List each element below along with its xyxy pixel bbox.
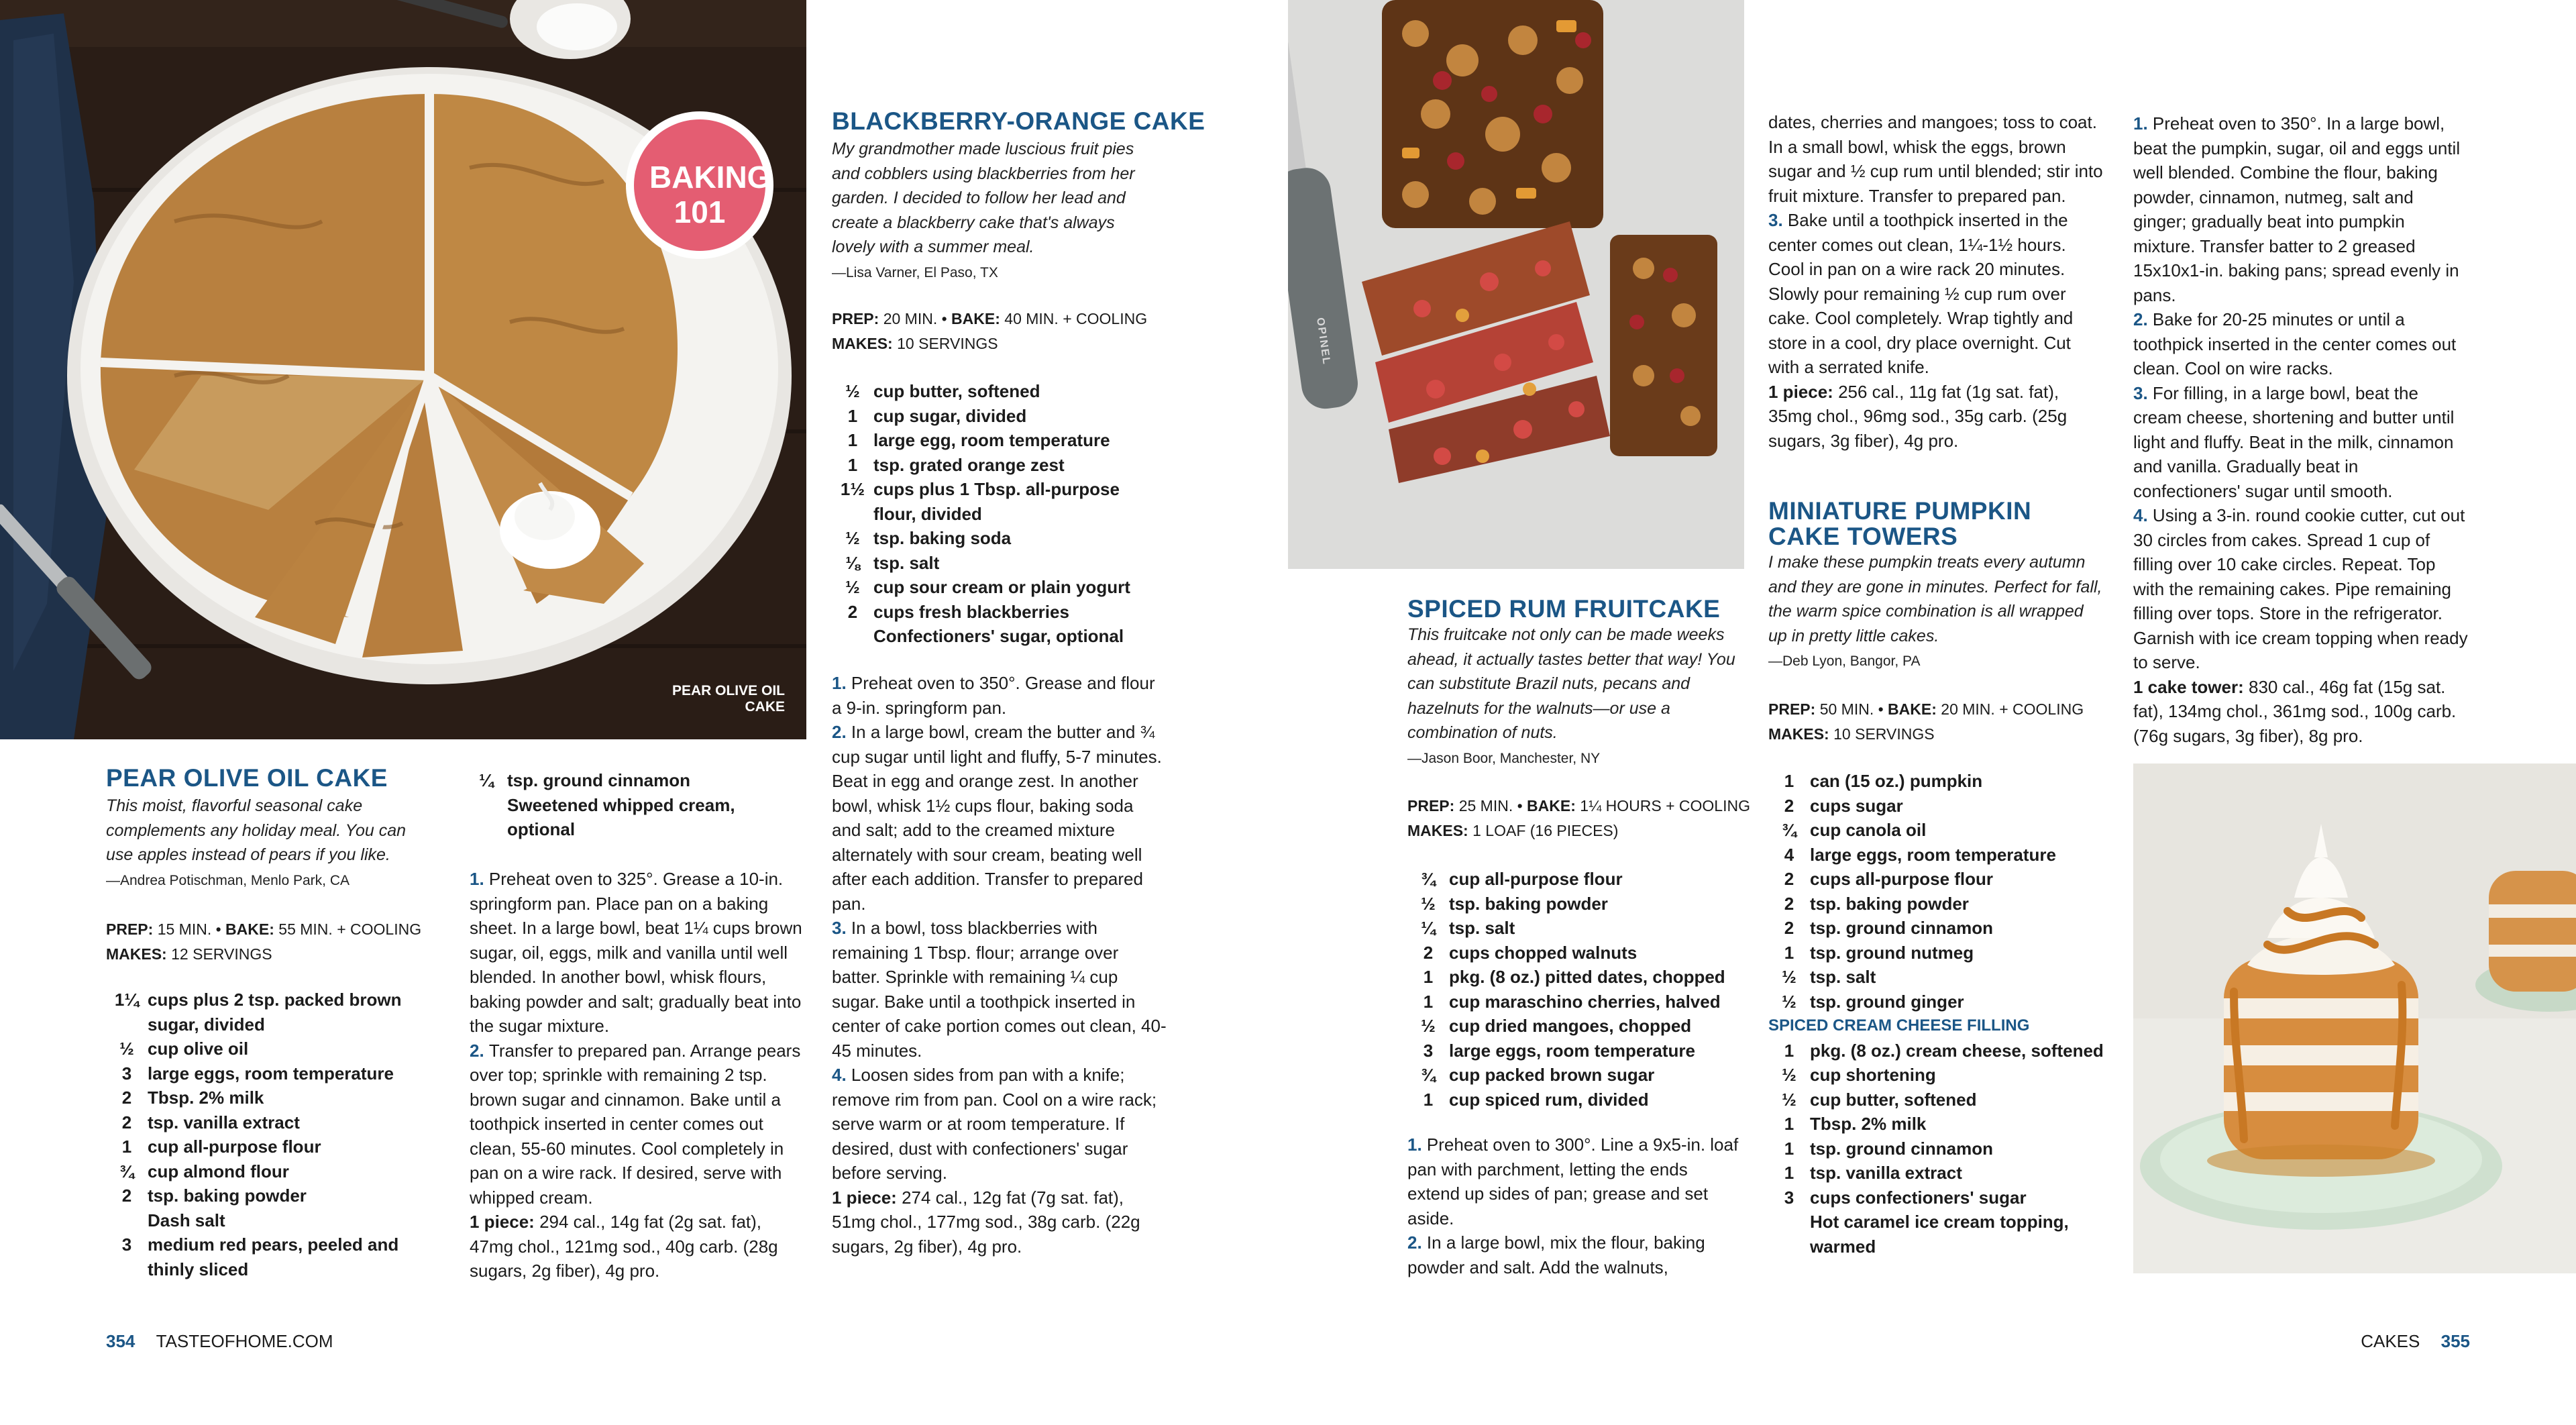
- pear-cake-prep-line: [106, 917, 428, 942]
- prep-label: PREP:: [832, 310, 879, 327]
- right-section-name: CAKES: [2361, 1331, 2420, 1351]
- ingredient-quantity: 1: [1423, 967, 1434, 987]
- step-number: 1.: [470, 869, 489, 889]
- ingredient-quantity: ¼: [1421, 918, 1436, 938]
- pear-cake-photo: [0, 0, 806, 739]
- ingredient-quantity: 3: [121, 1234, 132, 1255]
- ingredient-text: cup packed brown sugar: [1449, 1065, 1655, 1085]
- ingredient-text: cup maraschino cherries, halved: [1449, 991, 1721, 1012]
- ingredient-quantity: ¾: [119, 1161, 134, 1181]
- blackberry-cake-steps: [832, 671, 1167, 1185]
- pumpkin-title-line-1: MINIATURE PUMPKIN: [1768, 497, 2032, 525]
- ingredient-item: [106, 1183, 421, 1208]
- ingredient-item: [1768, 941, 2104, 965]
- step-text: For filling, in a large bowl, beat the cream cheese, shortening and butter until light and fluffy. Beat in the milk, cinnamon and vanilla. Gradually beat in confectioners' sugar until smooth.: [2133, 382, 2455, 501]
- pear-cake-intro: [106, 794, 428, 893]
- step-text: Using a 3-in. round cookie cutter, cut out 30 circles from cakes. Spread 1 cup of filling over 10 cake circles. Repeat. Top with the remaining cakes. Pipe remaining filling over tops. Store in the refrigerator. Garnish with ice cream topping when ready to serve.: [2133, 505, 2468, 672]
- pear-cake-title: PEAR OLIVE OIL CAKE: [106, 764, 388, 792]
- pumpkin-meta: [1768, 697, 2104, 746]
- step-text: Preheat oven to 350°. In a large bowl, beat the pumpkin, sugar, oil and eggs until well blended. Combine the flour, baking powder, cinnamon, nutmeg, salt and ginger; gradually beat into pumpkin mixture. Transfer batter to 2 greased 15x10x1-in. baking pans; spread evenly in pans.: [2133, 113, 2461, 305]
- ingredient-quantity: ½: [1782, 991, 1796, 1012]
- photo-caption: PEAR OLIVE OIL CAKE: [672, 683, 785, 715]
- step-number: 3.: [1768, 210, 1788, 230]
- ingredient-item: [106, 1134, 421, 1159]
- nutrition-text: 830 cal., 46g fat (15g sat. fat), 134mg chol., 361mg sod., 100g carb. (76g sugars, 3g fiber), 8g pro.: [2133, 676, 2457, 746]
- ingredient-item: [1407, 965, 1743, 990]
- ingredient-item: [1407, 916, 1743, 941]
- ingredient-item: [1407, 1039, 1743, 1063]
- ingredient-quantity: ½: [119, 1039, 134, 1059]
- ingredient-text: tsp. ground nutmeg: [1810, 942, 1974, 963]
- ingredient-text: pkg. (8 oz.) cream cheese, softened: [1810, 1040, 2104, 1061]
- step-text: Bake until a toothpick inserted in the center comes out clean, 1¼-1½ hours. Cool in pan on a wire rack 20 minutes. Slowly pour remaining ½ cup rum over cake. Cool completely. Wrap tightly and store in a cool, dry place overnight. Cut with a serrated knife.: [1768, 210, 2074, 377]
- ingredient-text: Hot caramel ice cream topping, warmed: [1810, 1212, 2069, 1257]
- blackberry-cake-directions: [832, 671, 1167, 1259]
- ingredient-quantity: 3: [121, 1063, 132, 1084]
- pear-cake-nutrition: [470, 1210, 805, 1283]
- pumpkin-directions: [2133, 111, 2469, 748]
- makes-label: MAKES:: [832, 334, 893, 352]
- pear-cake-ingredients: [106, 988, 421, 1281]
- makes-value: 1 LOAF (16 PIECES): [1472, 821, 1619, 839]
- ingredient-text: tsp. ground ginger: [1810, 991, 1964, 1012]
- ingredient-item: [832, 379, 1154, 404]
- ingredient-item: [832, 551, 1154, 576]
- ingredient-quantity: 3: [1784, 1187, 1794, 1208]
- fruitcake-nutrition: [1768, 380, 2104, 454]
- pumpkin-nutrition: [2133, 675, 2469, 749]
- ingredient-text: cup shortening: [1810, 1065, 1936, 1085]
- ingredient-quantity: 1: [847, 430, 858, 450]
- ingredient-item: [1768, 892, 2104, 916]
- blackberry-cake-prep-line: [832, 307, 1161, 331]
- ingredient-item: [1768, 843, 2104, 867]
- ingredient-quantity: 2: [1784, 795, 1794, 816]
- ingredient-quantity: ½: [1421, 893, 1436, 914]
- baking-101-badge: BAKING 101: [649, 160, 771, 229]
- step-number: 1.: [1407, 1134, 1427, 1155]
- step-number: 1.: [832, 673, 851, 693]
- ingredient-text: tsp. salt: [873, 552, 940, 573]
- left-folio: [106, 1331, 333, 1351]
- nutrition-text: 294 cal., 14g fat (2g sat. fat), 47mg chol., 121mg sod., 40g carb. (28g sugars, 2g fiber), 4g pro.: [470, 1212, 778, 1281]
- pear-cake-steps: [470, 867, 805, 1210]
- fruitcake-intro-text: This fruitcake not only can be made weeks ahead, it actually tastes better that way! You can substitute Brazil nuts, pecans and hazelnuts for the walnuts—or use a combination of nuts.: [1407, 625, 1735, 742]
- prep-label: PREP:: [1407, 797, 1455, 814]
- bake-time: 55 MIN. + COOLING: [278, 920, 422, 938]
- ingredient-text: tsp. baking soda: [873, 528, 1012, 548]
- fruitcake-directions-cont: [1768, 110, 2104, 453]
- ingredient-quantity: ½: [1782, 1065, 1796, 1085]
- ingredient-item: [1768, 1210, 2104, 1259]
- blackberry-cake-makes-line: [832, 331, 1161, 356]
- ingredient-quantity: [832, 624, 873, 649]
- pear-cake-intro-text: This moist, flavorful seasonal cake complements any holiday meal. You can use apples instead of pears if you like.: [106, 796, 407, 864]
- ingredient-item: [1768, 769, 2104, 794]
- ingredient-text: cups all-purpose flour: [1810, 869, 1994, 889]
- pear-cake-directions: [470, 867, 805, 1283]
- fruitcake-illustration: [1288, 0, 1744, 569]
- blackberry-cake-meta: [832, 307, 1161, 356]
- pumpkin-makes-line: [1768, 722, 2104, 747]
- step-number: 3.: [2133, 382, 2153, 403]
- ingredient-text: tsp. grated orange zest: [873, 454, 1065, 475]
- makes-label: MAKES:: [1407, 821, 1468, 839]
- ingredient-text: medium red pears, peeled and thinly sliced: [148, 1234, 399, 1279]
- ingredient-item: [832, 453, 1154, 478]
- pumpkin-title-line-2: CAKE TOWERS: [1768, 523, 1958, 550]
- fruitcake-steps-part1: [1407, 1132, 1743, 1279]
- ingredient-quantity: 1: [1784, 771, 1794, 791]
- ingredient-item: [1768, 1161, 2104, 1185]
- ingredient-text: cups plus 2 tsp. packed brown sugar, divided: [148, 990, 402, 1035]
- fruitcake-title: SPICED RUM FRUITCAKE: [1407, 595, 1721, 623]
- ingredient-text: tsp. baking powder: [1810, 893, 1969, 914]
- step-number: 2.: [2133, 309, 2153, 329]
- ingredient-text: Tbsp. 2% milk: [148, 1088, 264, 1108]
- ingredient-text: cups confectioners' sugar: [1810, 1187, 2027, 1208]
- ingredient-item: [106, 988, 421, 1037]
- ingredient-text: cup sugar, divided: [873, 405, 1027, 426]
- step-number: 4.: [832, 1065, 851, 1085]
- blackberry-cake-intro: [832, 137, 1161, 285]
- ingredient-text: tsp. baking powder: [148, 1185, 307, 1206]
- prep-time: 25 MIN. •: [1458, 797, 1527, 814]
- ingredient-text: cup butter, softened: [873, 381, 1040, 401]
- ingredient-quantity: 2: [121, 1185, 132, 1206]
- ingredient-item: [832, 477, 1154, 526]
- step-number: 4.: [2133, 505, 2153, 525]
- ingredient-text: tsp. ground cinnamon: [1810, 1138, 1993, 1159]
- step-text: Transfer to prepared pan. Arrange pears over top; sprinkle with remaining 2 tsp. brown sugar and cinnamon. Bake until a toothpick inserted in center comes out clean, 55-60 minutes. Cool completely in pan on a wire rack. If desired, serve with whipped cream.: [470, 1040, 801, 1208]
- step-number: 3.: [832, 918, 851, 938]
- ingredient-item: [1768, 1063, 2104, 1088]
- ingredient-quantity: 2: [1784, 918, 1794, 938]
- ingredient-quantity: 1: [1784, 1114, 1794, 1134]
- step-text: In a large bowl, mix the flour, baking powder and salt. Add the walnuts,: [1407, 1232, 1705, 1277]
- fruitcake-prep-line: [1407, 794, 1756, 819]
- ingredient-item: [1768, 867, 2104, 892]
- ingredient-quantity: 1: [847, 454, 858, 475]
- ingredient-quantity: 1: [1784, 1138, 1794, 1159]
- ingredient-item: [1407, 1063, 1743, 1088]
- ingredient-text: Confectioners' sugar, optional: [873, 626, 1124, 646]
- ingredient-text: cups plus 1 Tbsp. all-purpose flour, divided: [873, 479, 1120, 524]
- pumpkin-cake-photo: [2133, 763, 2576, 1273]
- ingredient-text: cup almond flour: [148, 1161, 289, 1181]
- ingredient-item: [832, 404, 1154, 429]
- step-text: Preheat oven to 350°. Grease and flour a 9-in. springform pan.: [832, 673, 1155, 718]
- step-number: 1.: [2133, 113, 2153, 134]
- step-text: Preheat oven to 300°. Line a 9x5-in. loaf pan with parchment, letting the ends extend up sides of pan; grease and set aside.: [1407, 1134, 1739, 1228]
- ingredient-item: [1768, 794, 2104, 819]
- ingredient-quantity: [1768, 1210, 1810, 1259]
- step-text: In a large bowl, cream the butter and ¾ cup sugar until light and fluffy, 5-7 minutes. Beat in egg and orange zest. In another bowl, whisk 1½ cups flour, baking soda and salt; add to the creamed mixture alternately with sour cream, beating well after each addition. Transfer to prepared pan.: [832, 722, 1162, 914]
- ingredient-text: cup all-purpose flour: [148, 1137, 321, 1157]
- ingredient-item: [466, 768, 781, 793]
- ingredient-text: large eggs, room temperature: [148, 1063, 394, 1084]
- pumpkin-steps: [2133, 111, 2469, 675]
- ingredient-quantity: 1: [1784, 1040, 1794, 1061]
- ingredient-item: [106, 1232, 421, 1281]
- fruitcake-byline: —Jason Boor, Manchester, NY: [1407, 750, 1601, 766]
- ingredient-quantity: ½: [1782, 1089, 1796, 1110]
- ingredient-quantity: ¾: [1782, 820, 1796, 840]
- step-text: Bake for 20-25 minutes or until a toothpick inserted in the center comes out clean. Cool on wire racks.: [2133, 309, 2457, 378]
- fruitcake-directions: [1407, 1132, 1743, 1279]
- right-folio: [2361, 1331, 2470, 1351]
- blackberry-cake-title: BLACKBERRY-ORANGE CAKE: [832, 107, 1205, 135]
- bake-time: 40 MIN. + COOLING: [1004, 310, 1148, 327]
- prep-label: PREP:: [106, 920, 154, 938]
- ingredient-item: [106, 1061, 421, 1086]
- ingredient-item: [1407, 941, 1743, 965]
- ingredient-text: cups chopped walnuts: [1449, 942, 1638, 963]
- ingredient-quantity: ¾: [1421, 1065, 1436, 1085]
- ingredient-quantity: ½: [845, 381, 860, 401]
- ingredient-quantity: ½: [845, 577, 860, 597]
- ingredient-text: pkg. (8 oz.) pitted dates, chopped: [1449, 967, 1725, 987]
- prep-time: 50 MIN. •: [1819, 700, 1888, 718]
- blackberry-cake-nutrition: [832, 1185, 1167, 1259]
- ingredient-text: large egg, room temperature: [873, 430, 1110, 450]
- ingredient-quantity: 1: [1423, 1089, 1434, 1110]
- prep-time: 15 MIN. •: [157, 920, 226, 938]
- fruitcake-ingredients: [1407, 867, 1743, 1112]
- ingredient-text: cup canola oil: [1810, 820, 1927, 840]
- pumpkin-intro: [1768, 550, 2104, 674]
- ingredient-item: [832, 600, 1154, 625]
- fruitcake-photo: [1288, 0, 1744, 569]
- ingredient-item: [106, 1110, 421, 1135]
- ingredient-item: [1768, 1185, 2104, 1210]
- step-number: 2.: [832, 722, 851, 742]
- ingredient-text: cups fresh blackberries: [873, 601, 1069, 622]
- ingredient-text: Dash salt: [148, 1210, 225, 1230]
- makes-value: 10 SERVINGS: [897, 334, 998, 352]
- ingredient-text: tsp. salt: [1449, 918, 1515, 938]
- filling-heading: SPICED CREAM CHEESE FILLING: [1768, 1016, 2030, 1035]
- pumpkin-prep-line: [1768, 697, 2104, 722]
- ingredient-item: [106, 1037, 421, 1061]
- ingredient-item: [1768, 1137, 2104, 1161]
- makes-value: 10 SERVINGS: [1833, 725, 1935, 743]
- bake-label: BAKE:: [1888, 700, 1937, 718]
- ingredient-quantity: 2: [121, 1112, 132, 1132]
- ingredient-quantity: 1: [847, 405, 858, 426]
- ingredient-quantity: 2: [847, 601, 858, 622]
- ingredient-item: [1768, 1039, 2104, 1063]
- blackberry-cake-ingredients: [832, 379, 1154, 649]
- ingredient-item: [1407, 1014, 1743, 1039]
- pumpkin-tower-illustration: [2133, 763, 2576, 1273]
- nutrition-text: 256 cal., 11g fat (1g sat. fat), 35mg chol., 96mg sod., 35g carb. (25g sugars, 3g fiber), 4g pro.: [1768, 381, 2068, 451]
- ingredient-text: cup butter, softened: [1810, 1089, 1977, 1110]
- ingredient-quantity: ½: [1421, 1016, 1436, 1036]
- prep-label: PREP:: [1768, 700, 1816, 718]
- nutrition-label: 1 piece:: [470, 1212, 535, 1232]
- ingredient-item: [832, 575, 1154, 600]
- ingredient-text: cup sour cream or plain yogurt: [873, 577, 1130, 597]
- fruitcake-meta: [1407, 794, 1756, 843]
- ingredient-quantity: 4: [1784, 844, 1794, 865]
- ingredient-text: tsp. salt: [1810, 967, 1876, 987]
- nutrition-text: 274 cal., 12g fat (7g sat. fat), 51mg chol., 177mg sod., 38g carb. (22g sugars, 2g fiber), 4g pro.: [832, 1187, 1140, 1257]
- bake-label: BAKE:: [225, 920, 274, 938]
- ingredient-item: [1407, 990, 1743, 1014]
- ingredient-text: Sweetened whipped cream, optional: [507, 794, 735, 839]
- ingredient-quantity: ½: [1782, 967, 1796, 987]
- ingredient-item: [466, 793, 781, 842]
- pumpkin-intro-text: I make these pumpkin treats every autumn and they are gone in minutes. Perfect for fall, the warm spice combination is all wrapped up in pretty little cakes.: [1768, 553, 2102, 645]
- step-text-continued: dates, cherries and mangoes; toss to coat. In a small bowl, whisk the eggs, brown sugar and ½ cup rum until blended; stir into fruit mixture. Transfer to prepared pan.: [1768, 112, 2103, 206]
- pumpkin-title: [1768, 498, 2031, 549]
- ingredient-text: cup dried mangoes, chopped: [1449, 1016, 1692, 1036]
- ingredient-item: [1768, 818, 2104, 843]
- step-number: 2.: [1407, 1232, 1427, 1253]
- nutrition-label: 1 piece:: [1768, 381, 1833, 402]
- bake-time: 1¼ HOURS + COOLING: [1580, 797, 1750, 814]
- right-page-number: 355: [2440, 1331, 2470, 1351]
- ingredient-quantity: 1: [1423, 991, 1434, 1012]
- ingredient-text: large eggs, room temperature: [1810, 844, 2056, 865]
- ingredient-item: [106, 1086, 421, 1110]
- ingredient-quantity: 2: [1784, 869, 1794, 889]
- ingredient-item: [1407, 1088, 1743, 1112]
- ingredient-quantity: [106, 1208, 148, 1233]
- bake-label: BAKE:: [951, 310, 1000, 327]
- blackberry-cake-byline: —Lisa Varner, El Paso, TX: [832, 264, 998, 280]
- ingredient-item: [1768, 1112, 2104, 1137]
- makes-value: 12 SERVINGS: [171, 945, 272, 963]
- ingredient-text: cup spiced rum, divided: [1449, 1089, 1649, 1110]
- step-text: Loosen sides from pan with a knife; remove rim from pan. Cool on a wire rack; serve warm or at room temperature. If desired, dust with confectioners' sugar before serving.: [832, 1065, 1157, 1183]
- ingredient-text: tsp. ground cinnamon: [1810, 918, 1993, 938]
- ingredient-item: [1407, 867, 1743, 892]
- fruitcake-steps-continued: [1768, 110, 2104, 380]
- ingredient-text: tsp. ground cinnamon: [507, 770, 690, 790]
- ingredient-item: [1768, 990, 2104, 1014]
- ingredient-quantity: 1¼: [114, 990, 140, 1010]
- knife-brand-label: OPINEL: [1314, 317, 1332, 366]
- ingredient-quantity: ⅛: [845, 552, 860, 573]
- ingredient-quantity: 2: [1423, 942, 1434, 963]
- ingredient-text: large eggs, room temperature: [1449, 1040, 1695, 1061]
- pear-cake-meta: [106, 917, 428, 966]
- ingredient-text: Tbsp. 2% milk: [1810, 1114, 1927, 1134]
- step-text: In a bowl, toss blackberries with remaining 1 Tbsp. flour; arrange over batter. Sprinkle with remaining ¼ cup sugar. Bake until a toothpick inserted in center of cake portion comes out clean, 40-45 minutes.: [832, 918, 1167, 1061]
- fruitcake-intro: [1407, 623, 1743, 771]
- ingredient-item: [832, 624, 1154, 649]
- ingredient-item: [106, 1159, 421, 1184]
- pear-cake-illustration: [0, 0, 806, 739]
- ingredient-item: [1768, 916, 2104, 941]
- makes-label: MAKES:: [106, 945, 167, 963]
- ingredient-text: cups sugar: [1810, 795, 1903, 816]
- ingredient-text: can (15 oz.) pumpkin: [1810, 771, 1983, 791]
- bake-label: BAKE:: [1527, 797, 1576, 814]
- ingredient-text: tsp. baking powder: [1449, 893, 1608, 914]
- ingredient-quantity: ¼: [479, 770, 494, 790]
- ingredient-quantity: 1: [1784, 1163, 1794, 1183]
- bake-time: 20 MIN. + COOLING: [1941, 700, 2084, 718]
- ingredient-text: cup olive oil: [148, 1039, 249, 1059]
- pumpkin-ingredients: [1768, 769, 2104, 1259]
- makes-label: MAKES:: [1768, 725, 1829, 743]
- pear-cake-byline: —Andrea Potischman, Menlo Park, CA: [106, 872, 350, 888]
- pear-cake-makes-line: [106, 942, 428, 967]
- ingredient-item: [1768, 965, 2104, 990]
- blackberry-cake-intro-text: My grandmother made luscious fruit pies and cobblers using blackberries from her garden. I decided to follow her lead and create a blackberry cake that's always lovely with a summer meal.: [832, 140, 1135, 256]
- ingredient-text: tsp. vanilla extract: [148, 1112, 300, 1132]
- ingredient-quantity: 2: [1784, 893, 1794, 914]
- ingredient-item: [106, 1208, 421, 1233]
- ingredient-quantity: 2: [121, 1088, 132, 1108]
- ingredient-text: tsp. vanilla extract: [1810, 1163, 1962, 1183]
- ingredient-item: [832, 428, 1154, 453]
- ingredient-quantity: ¾: [1421, 869, 1436, 889]
- ingredient-item: [1768, 1088, 2104, 1112]
- ingredient-quantity: 3: [1423, 1040, 1434, 1061]
- pumpkin-byline: —Deb Lyon, Bangor, PA: [1768, 653, 1921, 669]
- prep-time: 20 MIN. •: [883, 310, 952, 327]
- ingredient-quantity: ½: [845, 528, 860, 548]
- ingredient-item: [832, 526, 1154, 551]
- ingredient-text: cup all-purpose flour: [1449, 869, 1623, 889]
- step-number: 2.: [470, 1040, 489, 1061]
- left-page-number: 354: [106, 1331, 136, 1351]
- ingredient-quantity: 1: [121, 1137, 132, 1157]
- ingredient-quantity: 1: [1784, 942, 1794, 963]
- left-site-name: TASTEOFHOME.COM: [156, 1331, 333, 1351]
- nutrition-label: 1 cake tower:: [2133, 676, 2244, 697]
- ingredient-quantity: [466, 793, 507, 842]
- fruitcake-makes-line: [1407, 819, 1756, 843]
- pumpkin-filling-ingredients: [1768, 1039, 2104, 1259]
- ingredient-item: [1407, 892, 1743, 916]
- pumpkin-cake-ingredients: [1768, 769, 2104, 1014]
- step-text: Preheat oven to 325°. Grease a 10-in. springform pan. Place pan on a baking sheet. In a large bowl, beat 1¼ cups brown sugar, oil, eggs, milk and vanilla until well blended. In another bowl, whisk flours, baking powder and salt; gradually beat into the sugar mixture.: [470, 869, 802, 1036]
- nutrition-label: 1 piece:: [832, 1187, 897, 1208]
- ingredient-quantity: 1½: [840, 479, 865, 499]
- pear-cake-ingredients-cont: [466, 768, 781, 842]
